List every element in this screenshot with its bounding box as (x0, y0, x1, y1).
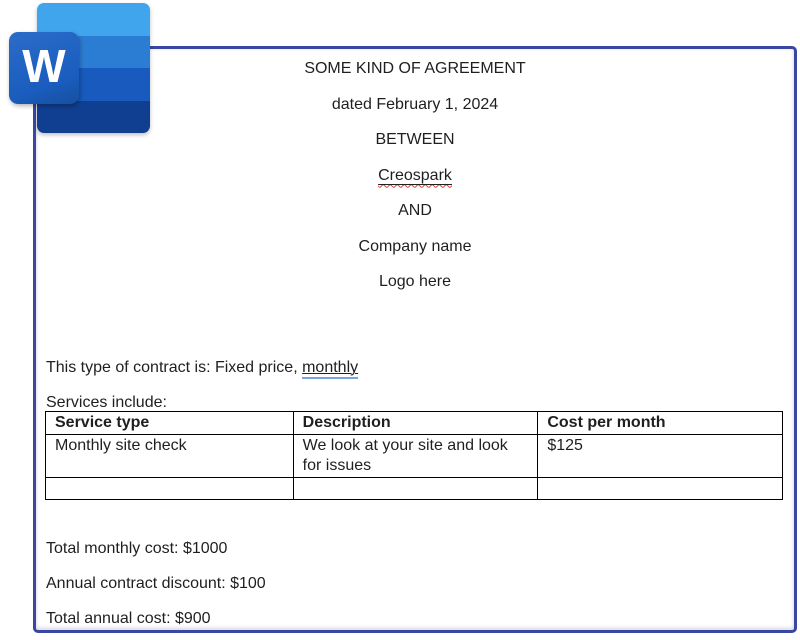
totals-block (46, 531, 266, 636)
party-two-name: Company name (358, 237, 472, 255)
cell-service-type-empty (46, 478, 294, 500)
and-label: AND (398, 202, 432, 219)
table-header-row (46, 412, 783, 435)
word-letter-w-icon: W (22, 40, 66, 92)
table-row-empty (46, 478, 783, 500)
header-cost-per-month: Cost per month (538, 412, 783, 435)
annual-contract-discount: Annual contract discount: $100 (46, 575, 266, 592)
agreement-title: SOME KIND OF AGREEMENT (304, 60, 526, 77)
cell-cost: $125 (538, 435, 783, 478)
party-one-line (36, 158, 794, 194)
between-label: BETWEEN (375, 131, 455, 148)
cell-service-type: Monthly site check (46, 435, 294, 478)
contract-type-prefix: This type of contract is: Fixed price, (46, 359, 303, 376)
agreement-date: dated February 1, 2024 (331, 95, 499, 113)
cell-description: We look at your site and look for issues (293, 435, 538, 478)
word-icon-stripe-4 (37, 101, 150, 134)
total-monthly-cost: Total monthly cost: $1000 (46, 540, 228, 557)
contract-type-line (46, 358, 358, 379)
editor-marked-word: monthly (302, 359, 358, 379)
word-icon-stripe-1 (37, 3, 150, 36)
spellcheck-underline (378, 167, 452, 184)
services-table (45, 411, 783, 500)
header-service-type: Service type (46, 412, 294, 435)
cell-cost-empty (538, 478, 783, 500)
table-row (46, 435, 783, 478)
word-app-icon[interactable] (9, 3, 151, 134)
header-description: Description (293, 412, 538, 435)
services-label: Services include: (46, 394, 167, 411)
party-one-name: Creospark (378, 166, 452, 184)
total-annual-cost: Total annual cost: $900 (46, 610, 211, 627)
word-icon-letter-tile (9, 32, 79, 104)
cell-description-empty (293, 478, 538, 500)
logo-placeholder: Logo here (378, 273, 452, 290)
document-preview-card (33, 46, 797, 633)
